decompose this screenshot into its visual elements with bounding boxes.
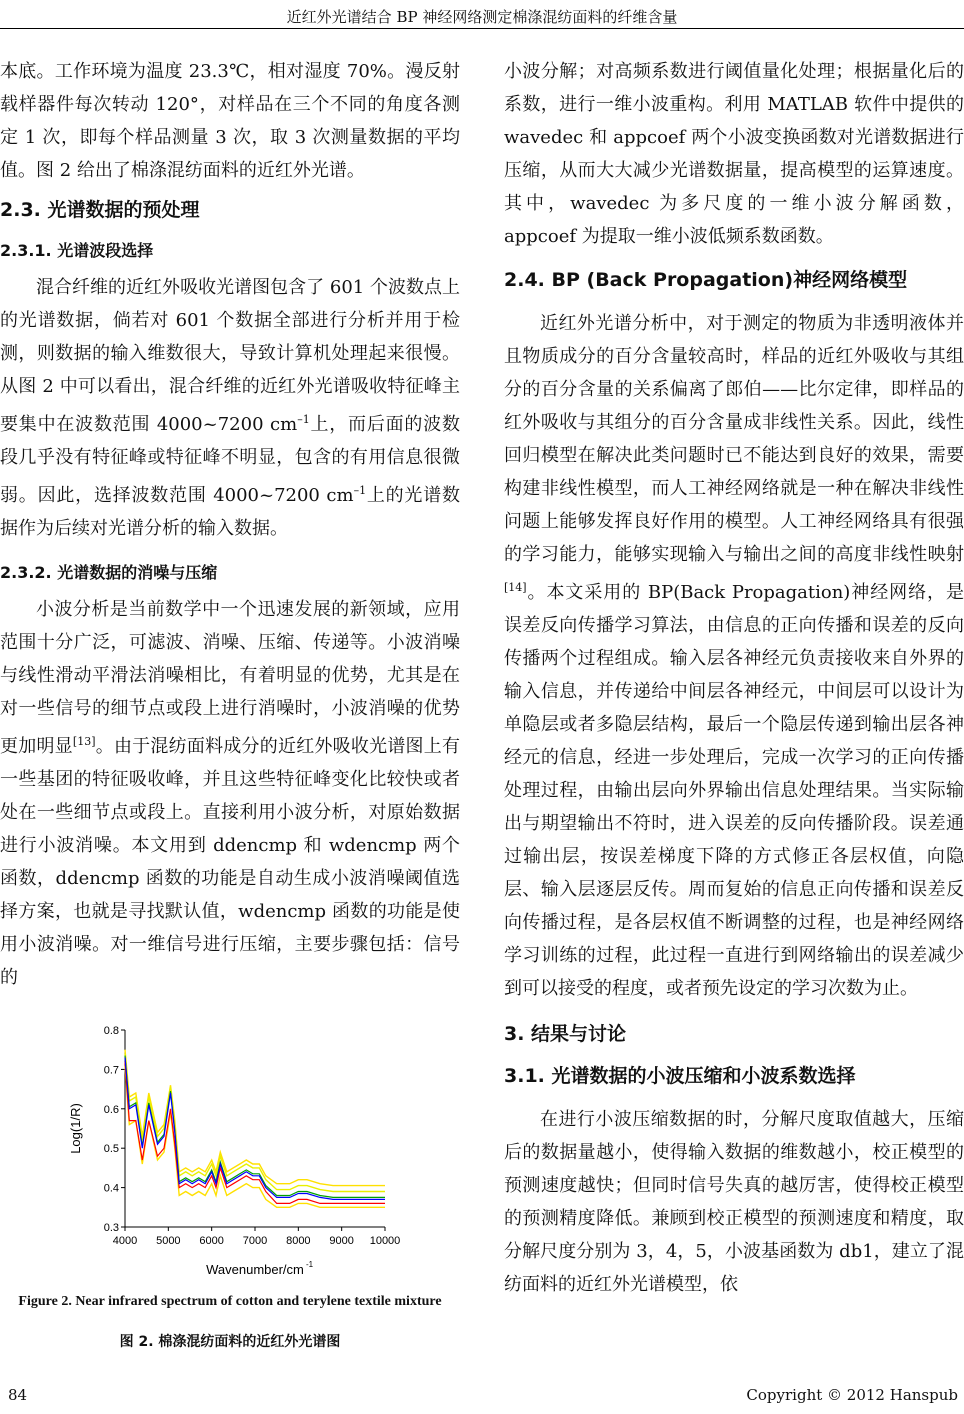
paragraph-text: 上的光谱数据作为后续对光谱分析的输入数据。 [0,485,461,539]
page-number: 84 [8,1386,28,1404]
paragraph [0,593,460,994]
section-heading: 3. 结果与讨论 [504,1023,627,1045]
x-tick-label: 4000 [112,1235,138,1247]
paragraph-text: 。本文采用的 BP(Back Propagation)神经网络，是误差反向传播学习算法，由信息的正向传播和误差的反向传播两个过程组成。输入层各神经元负责接收来自外界的输入信息，并传递给中间层各神经元，中间层可以设计为单隐层或者多隐层结构，最后一个隐层传递到输出层各神经元的信息，经进一步处理后，完成一次学习的正向传播处理过程，由输出层向外界输出信息处理结果。当实际输出与期望输出不符时，进入误差的反向传播阶段。误差通过输出层，按误差梯度下降的方式修正各层权值，向隐层、输入层逐层反传。周而复始的信息正向传播和误差反向传播过程，是各层权值不断调整的过程，也是神经网络学习训练的过程，此过程一直进行到网络输出的误差减少到可以接受的程度，或者预先设定的学习次数为止。 [504,582,964,999]
subsection-heading: 2.3.2. 光谱数据的消噪与压缩 [0,563,218,582]
figure-caption-zh: 图 2. 棉涤混纺面料的近红外光谱图 [119,1334,341,1350]
paragraph-text: 混合纤维的近红外吸收光谱图包含了 601 个波数点上的光谱数据，倘若对 601 个数据全部进行分析并用于检测，则数据的输入维数很大，导致计算机处理起来很慢。从图 2 中可以看出，混合纤维的近红外光谱吸收特征峰主要集中在波数范围 4000~7200 cm [0,277,460,435]
x-tick-label: 8000 [286,1235,311,1247]
y-tick-label: 0.3 [103,1222,119,1234]
y-tick-label: 0.4 [103,1182,119,1195]
section-heading: 2.4. BP (Back Propagation)神经网络模型 [504,269,908,291]
x-tick-label: 9000 [329,1235,354,1247]
x-tick-label: 5000 [156,1235,181,1247]
subsection-heading: 2.3.1. 光谱波段选择 [0,241,154,260]
y-tick-label: 0.5 [103,1143,119,1156]
x-axis-label-sup: -1 [306,1260,314,1269]
paragraph [504,307,964,1005]
x-tick-label: 6000 [199,1235,224,1247]
paragraph-text: 小波分析是当前数学中一个迅速发展的新领域，应用范围十分广泛，可滤波、消噪、压缩、传递等。小波消噪与线性滑动平滑法消噪相比，有着明显的优势，尤其是在对一些信号的细节点或段上进行消噪时，小波消噪的优势更加明显 [0,599,460,757]
header-rule [0,28,964,29]
superscript: –1 [297,413,310,426]
citation-ref: [13] [72,735,96,748]
y-tick-label: 0.6 [103,1103,119,1116]
copyright: Copyright © 2012 Hanspub [746,1386,958,1404]
section-heading: 2.3. 光谱数据的预处理 [0,199,200,221]
right-column [504,55,964,1301]
y-tick-label: 0.8 [103,1025,119,1037]
left-column [0,55,460,994]
x-axis-label: Wavenumber/cm [206,1262,304,1277]
nir-spectrum-chart [0,1015,460,1290]
figure-2 [0,1015,460,1294]
x-tick-label: 7000 [242,1235,268,1247]
paragraph [0,271,460,545]
paragraph: 在进行小波压缩数据的时，分解尺度取值越大，压缩后的数据量越小，使得输入数据的维数越小，校正模型的预测速度越快；但同时信号失真的越厉害，使得校正模型的预测精度降低。兼顾到校正模型的预测速度和精度，取分解尺度分别为 3，4，5，小波基函数为 db1，建立了混纺面料的近红外光谱模型，依 [504,1109,964,1295]
paragraph-text: 上，而后面的波数段几乎没有特征峰或特征峰不明显，包含的有用信息很微弱。因此，选择波数范围 4000~7200 cm [0,414,460,506]
paragraph-text: 近红外光谱分析中，对于测定的物质为非透明液体并且物质成分的百分含量较高时，样品的近红外吸收与其组分的百分含量的关系偏离了郎伯——比尔定律，即样品的红外吸收与其组分的百分含量成非线性关系。因此，线性回归模型在解决此类问题时已不能达到良好的效果，需要构建非线性模型，而人工神经网络就是一种在解决非线性问题上能够发挥良好作用的模型。人工神经网络具有很强的学习能力，能够实现输入与输出之间的高度非线性映射 [504,313,964,565]
figure-caption-en: Figure 2. Near infrared spectrum of cotton and terylene textile mixture [18,1294,442,1309]
series-line [125,1050,385,1186]
y-tick-label: 0.7 [103,1064,119,1077]
citation-ref: [14] [504,581,527,594]
paragraph: 小波分解；对高频系数进行阈值量化处理；根据量化后的系数，进行一维小波重构。利用 MATLAB 软件中提供的 wavedec 和 appcoef 两个小波变换函数对光谱数据进行压缩，从而大大减少光谱数据量，提高模型的运算速度。其中，wavedec 为多尺度的一维小波分解函数，appcoef 为提取一维小波低频系数函数。 [504,61,964,247]
paragraph: 本底。工作环境为温度 23.3℃，相对湿度 70%。漫反射载样器件每次转动 120°，对样品在三个不同的角度各测定 1 次，即每个样品测量 3 次，取 3 次测量数据的平均值。图 2 给出了棉涤混纺面料的近红外光谱。 [0,61,460,181]
section-heading: 3.1. 光谱数据的小波压缩和小波系数选择 [504,1065,856,1087]
y-axis-label: Log(1/R) [68,1103,83,1154]
paragraph-text: 。由于混纺面料成分的近红外吸收光谱图上有一些基团的特征吸收峰，并且这些特征峰变化比较快或者处在一些细节点或段上。直接利用小波分析，对原始数据进行小波消噪。本文用到 ddencmp 和 wdencmp 两个函数，ddencmp 函数的功能是自动生成小波消噪阈值选择方案，也就是寻找默认值，wdencmp 函数的功能是使用小波消噪。对一维信号进行压缩，主要步骤包括：信号的 [0,736,461,988]
running-header: 近红外光谱结合 BP 神经网络测定棉涤混纺面料的纤维含量 [286,8,678,26]
superscript: –1 [353,484,367,497]
x-tick-label: 10000 [369,1235,401,1247]
